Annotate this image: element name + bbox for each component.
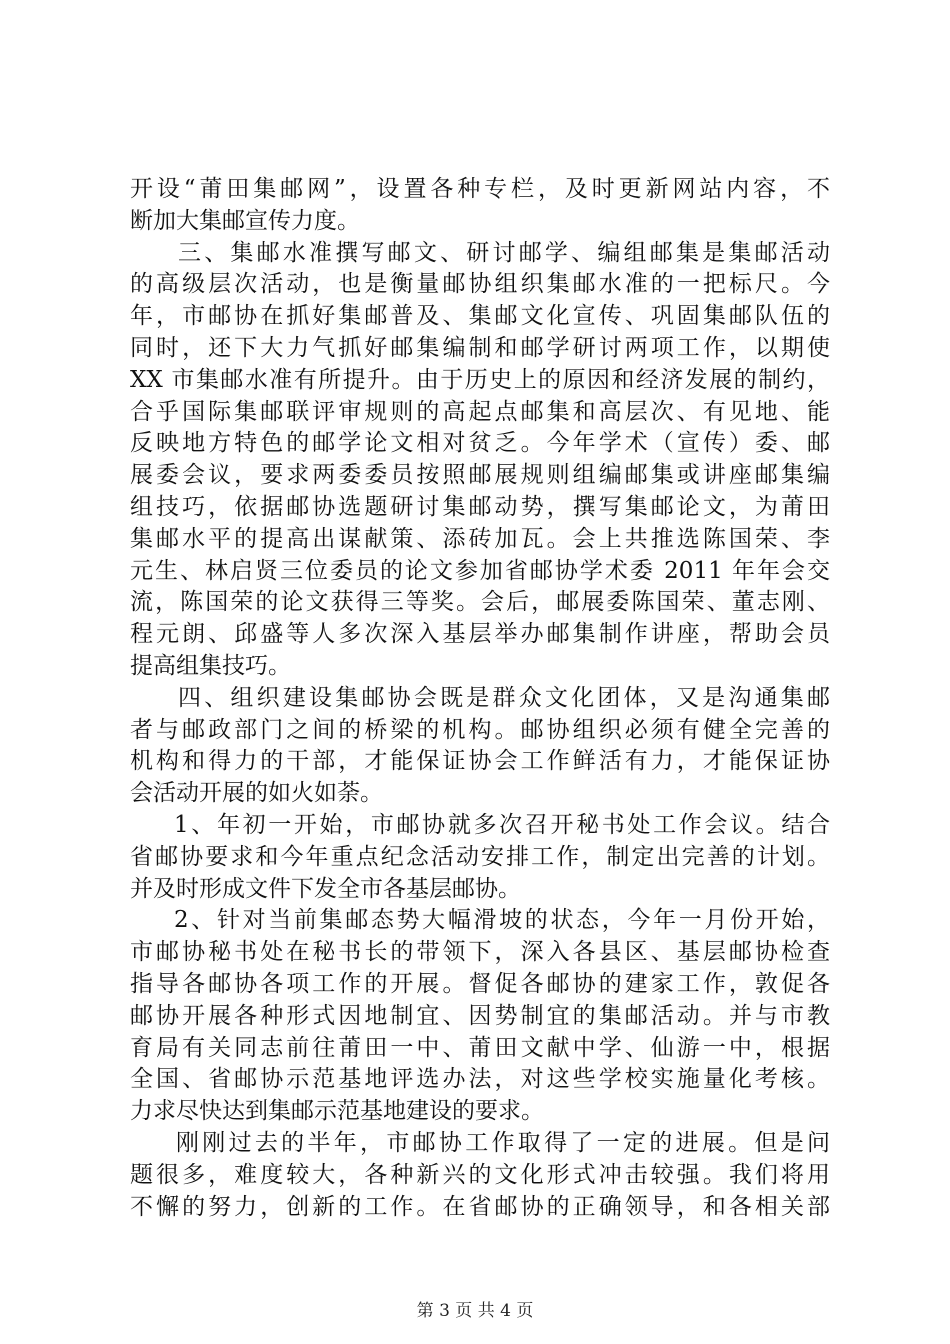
text-line: 全国、省邮协示范基地评选办法，对这些学校实施量化考核。 — [130, 1066, 830, 1093]
text-line: 断加大集邮宣传力度。 — [130, 207, 360, 234]
text-line: 邮协开展各种形式因地制宜、因势制宜的集邮活动。并与市教 — [130, 1002, 830, 1029]
text-line: 指导各邮协各项工作的开展。督促各邮协的建家工作，敦促各 — [130, 970, 830, 997]
text-line: 集邮水平的提高出谋献策、添砖加瓦。会上共推选陈国荣、李 — [130, 525, 830, 552]
text-line: 会活动开展的如火如荼。 — [130, 780, 383, 807]
text-line: 程元朗、邱盛等人多次深入基层举办邮集制作讲座，帮助会员 — [130, 621, 830, 648]
text-line: 年，市邮协在抓好集邮普及、集邮文化宣传、巩固集邮队伍的 — [130, 303, 830, 330]
text-line: 三、集邮水准撰写邮文、研讨邮学、编组邮集是集邮活动 — [178, 239, 830, 266]
text-line: 不懈的努力，创新的工作。在省邮协的正确领导，和各相关部 — [130, 1193, 830, 1220]
text-line: 开设“莆田集邮网”，设置各种专栏，及时更新网站内容，不 — [130, 176, 830, 202]
text-line: 者与邮政部门之间的桥梁的机构。邮协组织必须有健全完善的 — [130, 716, 830, 743]
text-line: XX 市集邮水准有所提升。由于历史上的原因和经济发展的制约， — [130, 366, 830, 393]
text-line: 合乎国际集邮联评审规则的高起点邮集和高层次、有见地、能 — [130, 398, 830, 425]
text-line: 流，陈国荣的论文获得三等奖。会后，邮展委陈国荣、董志刚、 — [130, 589, 830, 616]
text-line: 元生、林启贤三位委员的论文参加省邮协学术委 2011 年年会交 — [130, 557, 830, 584]
text-line: 反映地方特色的邮学论文相对贫乏。今年学术（宣传）委、邮 — [130, 430, 830, 457]
text-line: 并及时形成文件下发全市各基层邮协。 — [130, 875, 521, 902]
text-line: 1、年初一开始，市邮协就多次召开秘书处工作会议。结合 — [174, 811, 830, 838]
text-line: 刚刚过去的半年，市邮协工作取得了一定的进展。但是问 — [176, 1129, 830, 1156]
text-line: 同时，还下大力气抓好邮集编制和邮学研讨两项工作，以期使 — [130, 334, 830, 361]
text-line: 题很多，难度较大，各种新兴的文化形式冲击较强。我们将用 — [130, 1161, 830, 1188]
text-line: 省邮协要求和今年重点纪念活动安排工作，制定出完善的计划。 — [130, 843, 830, 870]
text-line: 提高组集技巧。 — [130, 652, 291, 679]
text-line: 育局有关同志前往莆田一中、莆田文献中学、仙游一中，根据 — [130, 1034, 830, 1061]
text-line: 的高级层次活动，也是衡量邮协组织集邮水准的一把标尺。今 — [130, 271, 830, 298]
text-line: 2、针对当前集邮态势大幅滑坡的状态，今年一月份开始， — [174, 907, 830, 934]
page-footer: 第 3 页 共 4 页 — [416, 1301, 534, 1321]
text-line: 组技巧，依据邮协选题研讨集邮动势，撰写集邮论文，为莆田 — [130, 493, 830, 520]
text-line: 机构和得力的干部，才能保证协会工作鲜活有力，才能保证协 — [130, 748, 830, 775]
text-line: 四、组织建设集邮协会既是群众文化团体，又是沟通集邮 — [178, 684, 830, 711]
text-line: 力求尽快达到集邮示范基地建设的要求。 — [130, 1098, 544, 1125]
text-line: 市邮协秘书处在秘书长的带领下，深入各县区、基层邮协检查 — [130, 939, 830, 966]
text-line: 展委会议，要求两委委员按照邮展规则组编邮集或讲座邮集编 — [130, 462, 830, 489]
document-body — [130, 174, 830, 1223]
